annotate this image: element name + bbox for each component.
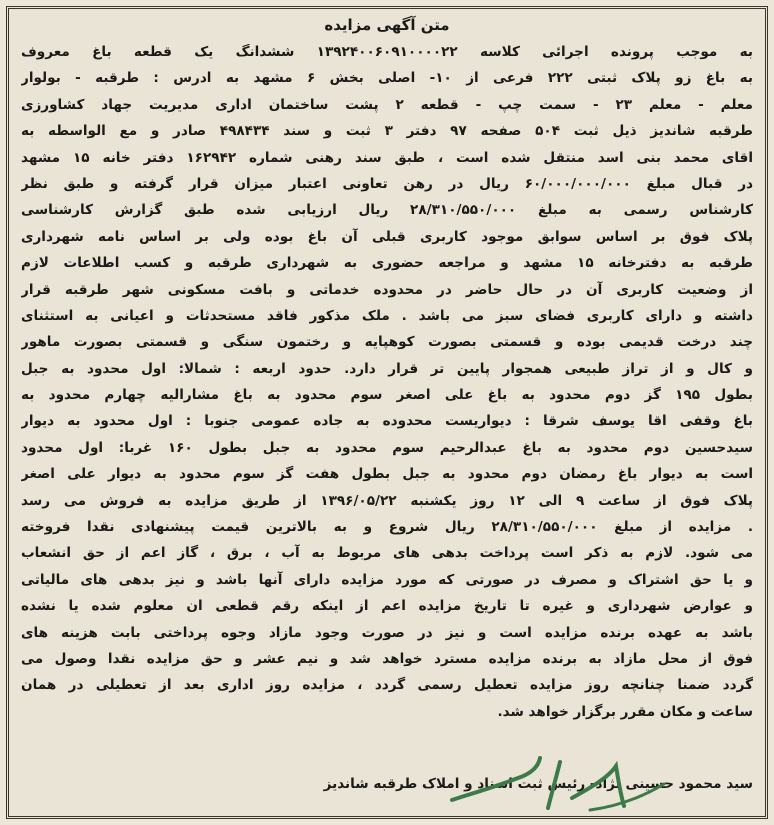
notice-line: کارشناس رسمی به مبلغ ۲۸/۳۱۰/۵۵۰/۰۰۰ ریال ارزیابی شده طبق گزارش کارشناسی — [21, 202, 753, 219]
notice-line: اقای محمد بنی اسد منتقل شده است ، طبق سند رهنی شماره ۱۶۲۹۴۲ دفتر خانه ۱۵ مشهد — [21, 149, 753, 166]
notice-line: باغ وقفی اقا یوسف شرقا : دیواریست محدوده به جاده عمومی جنوبا : اول محدود به دیوار — [21, 413, 753, 430]
notice-line: پلاک فوق بر اساس سوابق موجود کاربری قبلی آن باغ بوده ولی بر اساس نامه شهرداری — [21, 228, 753, 245]
notice-line: فوق از محل مازاد به برنده مزایده مسترد خواهد شد و نیم عشر و حق مزایده نقدا وصول می — [21, 650, 753, 667]
notice-line: چند درخت قدیمی بوده و قسمتی بصورت کوهپایه و رختمون سنگی و قسمتی بصورت ماهور — [21, 334, 753, 351]
notice-line: به باغ زو پلاک ثبتی ۲۲۲ فرعی از ۱۰- اصلی بخش ۶ مشهد به ادرس : طرقبه - بولوار — [21, 70, 753, 87]
notice-line: سیدحسین دوم محدود به باغ عبدالرحیم سوم محدود به جبل بطول ۱۶۰ غربا: اول محدود — [21, 439, 753, 456]
notice-line: و عوارض شهرداری و غیره تا تاریخ مزایده اعم از اینکه رقم قطعی ان معلوم شده یا نشده — [21, 598, 753, 615]
ink-stroke — [590, 784, 664, 810]
notice-line: بطول ۱۹۵ گز دوم محدود به باغ علی اصغر سوم محدود به باغ مشارالیه چهارم محدود به — [21, 387, 753, 404]
notice-title: متن آگهی مزایده — [324, 16, 450, 34]
notice-line: در قبال مبلغ ۶۰/۰۰۰/۰۰۰/۰۰۰ ریال در رهن تعاونی اعتبار میزان قرار گرفته و طبق نظر — [21, 175, 753, 192]
notice-frame — [6, 6, 768, 819]
notice-line: به موجب پرونده اجرائی کلاسه ۱۳۹۲۴۰۰۶۰۹۱۰۰۰۰۲۲ ششدانگ یک قطعه باغ معروف — [21, 44, 753, 60]
notice-line: از وضعیت کاربری آن در حال حاضر در محدوده خدماتی و بافت مسکونی شهر طرقبه قرار — [21, 281, 753, 298]
notice-line: پلاک فوق از ساعت ۹ الی ۱۲ روز یکشنبه ۱۳۹۶/۰۵/۲۲ از طریق مزایده به فروش می رسد — [21, 492, 753, 509]
signature-line: سید محمود حسینی نژاد- رئیس ثبت اسناد و املاک طرقبه شاندیز — [323, 776, 753, 792]
notice-line: طرقبه به دفترخانه ۱۵ مشهد و مراجعه حضوری به شهرداری طرقبه و کسب اطلاعات لازم — [21, 255, 753, 272]
ink-stroke — [452, 758, 540, 800]
notice-line: معلم - معلم ۲۳ - سمت چپ - قطعه ۲ پشت ساختمان اداری مدیریت جهاد کشاورزی — [21, 96, 753, 113]
notice-line: داشته و دارای کاربری فضای سبز می باشد . ملک مذکور فاقد مستحدثات و اعیانی به استثنای — [21, 307, 753, 324]
notice-body — [21, 39, 753, 725]
ink-stroke — [548, 762, 560, 808]
notice-line: می شود. لازم به ذکر است پرداخت بدهی های مربوط به آب ، برق ، گاز اعم از حق انشعاب — [21, 545, 753, 562]
notice-line: و کال و از تراز طبیعی همجوار پایین تر قرار دارد. حدود اربعه : شمالا: اول محدود به جبل — [21, 360, 753, 377]
notice-line: باشد به عهده برنده مزایده است و نیز در صورت وجود مازاد وجوه پرداختی بابت هزینه های — [21, 624, 753, 641]
notice-line: و یا حق اشتراک و مصرف در صورتی که مورد مزایده دارای آنها باشد و نیز بدهی های مالیاتی — [21, 571, 753, 588]
notice-line: . مزایده از مبلغ ۲۸/۳۱۰/۵۵۰/۰۰۰ ریال شروع و به بالاترین قیمت پیشنهادی نقدا فروخته — [21, 519, 753, 536]
notice-line: طرقبه شاندیز ذیل ثبت ۵۰۴ صفحه ۹۷ دفتر ۳ ثبت و سند ۴۹۸۴۳۴ صادر و مع الواسطه به — [21, 123, 753, 140]
handwritten-ink-mark — [440, 748, 670, 818]
ink-stroke — [572, 766, 624, 806]
notice-line: ساعت و مکان مقرر برگزار خواهد شد. — [497, 703, 753, 720]
notice-line: گردد ضمنا چنانچه روز مزایده تعطیل رسمی گردد ، مزایده روز اداری بعد از تعطیلی در همان — [21, 677, 753, 694]
notice-line: است به دیوار باغ رمضان دوم محدود به جبل بطول هفت گز سوم محدود به دیوار علی اصغر — [21, 466, 753, 483]
